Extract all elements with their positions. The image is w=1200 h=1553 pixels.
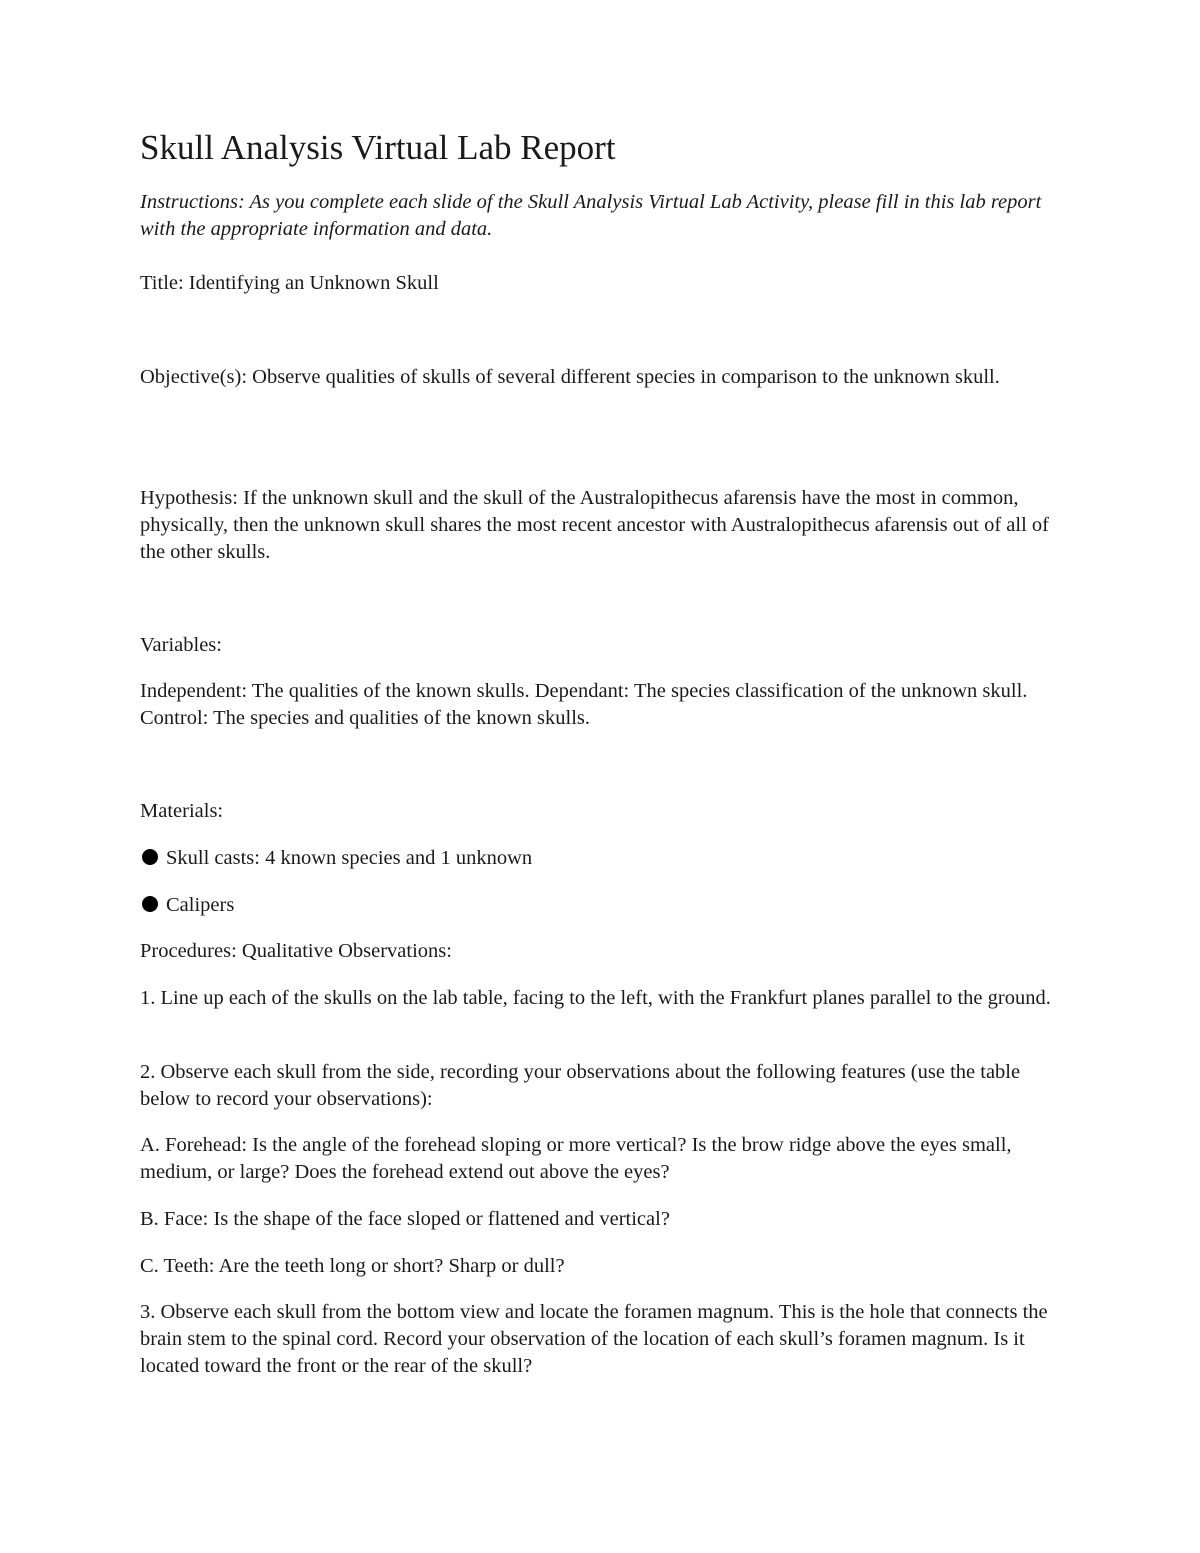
procedure-step: B. Face: Is the shape of the face sloped or flattened and vertical? <box>140 1208 670 1230</box>
procedure-step: 1. Line up each of the skulls on the lab table, facing to the left, with the Frankfurt planes parallel to the ground. <box>140 987 1051 1009</box>
materials-heading: Materials: <box>140 800 224 822</box>
materials-item <box>140 845 1070 872</box>
bullet-icon <box>142 849 158 865</box>
instructions-text: Instructions: As you complete each slide of the Skull Analysis Virtual Lab Activity, please fill in this lab report with the appropriate information and data. <box>140 191 1042 240</box>
report-title: Title: Identifying an Unknown Skull <box>140 272 439 294</box>
materials-item <box>140 892 1070 919</box>
procedure-step: C. Teeth: Are the teeth long or short? Sharp or dull? <box>140 1255 565 1277</box>
procedures-heading: Procedures: Qualitative Observations: <box>140 940 452 962</box>
materials-item-label: Calipers <box>166 894 235 916</box>
variables-text: Independent: The qualities of the known skulls. Dependant: The species classification of the unknown skull. Control: The species and qualities of the known skulls. <box>140 680 1028 729</box>
hypothesis-text: Hypothesis: If the unknown skull and the skull of the Australopithecus afarensis have the most in common, physically, then the unknown skull shares the most recent ancestor with Australopithecus afarensis out of all of the other skulls. <box>140 487 1049 563</box>
document-title: Skull Analysis Virtual Lab Report <box>140 128 616 167</box>
objective-text: Objective(s): Observe qualities of skulls of several different species in comparison to the unknown skull. <box>140 366 1000 388</box>
bullet-icon <box>142 896 158 912</box>
procedure-step: 3. Observe each skull from the bottom view and locate the foramen magnum. This is the hole that connects the brain stem to the spinal cord. Record your observation of the location of each skull’s foramen magnum. Is it located toward the front or the rear of the skull? <box>140 1301 1048 1377</box>
procedure-step: A. Forehead: Is the angle of the forehead sloping or more vertical? Is the brow ridge above the eyes small, medium, or large? Does the forehead extend out above the eyes? <box>140 1134 1012 1183</box>
variables-heading: Variables: <box>140 634 222 656</box>
materials-item-label: Skull casts: 4 known species and 1 unknown <box>166 847 533 869</box>
procedure-step: 2. Observe each skull from the side, recording your observations about the following features (use the table below to record your observations): <box>140 1061 1021 1110</box>
